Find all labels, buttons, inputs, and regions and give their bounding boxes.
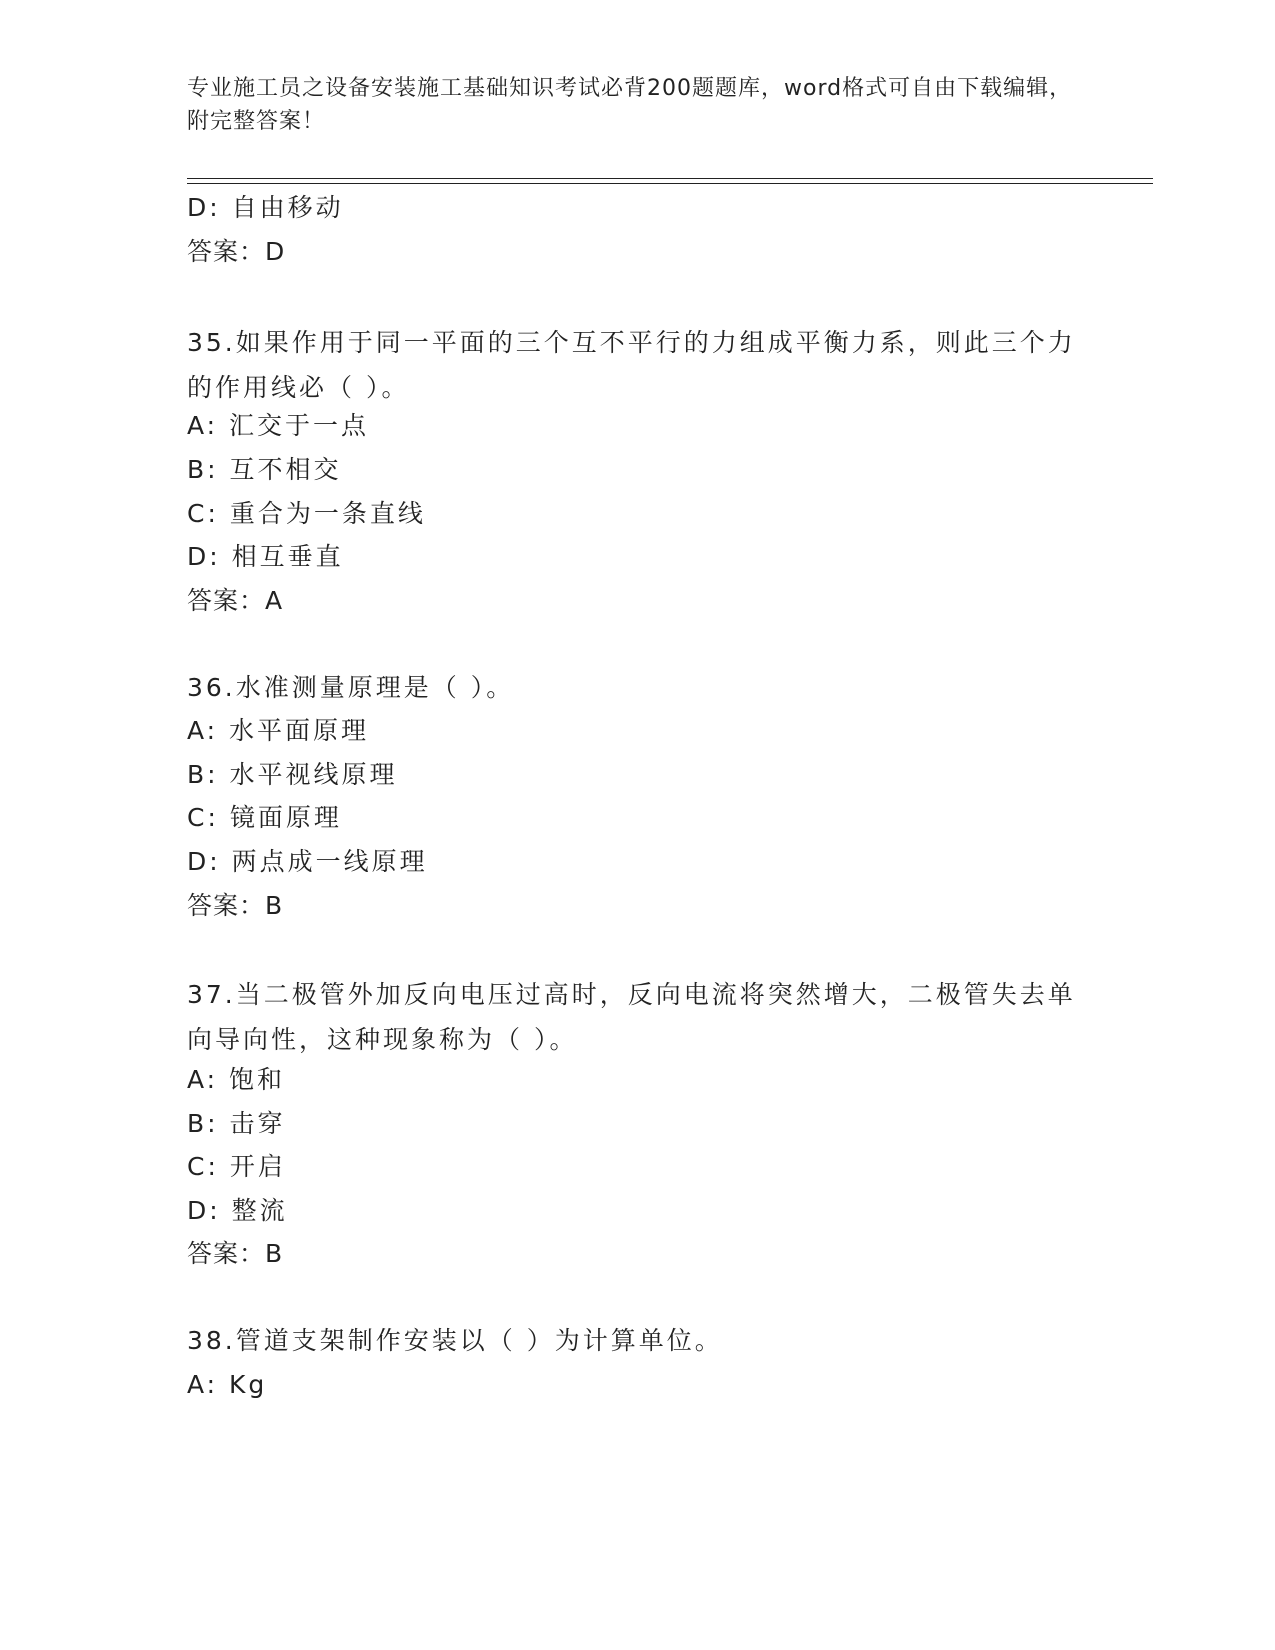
question-37-stem: 37.当二极管外加反向电压过高时，反向电流将突然增大，二极管失去单向导向性，这种现象称为（ ）。 (187, 980, 1076, 1054)
question-36-option-c: C: 镜面原理 (187, 803, 342, 832)
prev-answer: 答案：D (187, 237, 286, 266)
question-35-option-b: B: 互不相交 (187, 455, 342, 484)
question-37-option-a: A: 饱和 (187, 1065, 286, 1094)
question-36-option-b: B: 水平视线原理 (187, 760, 398, 789)
header-rule-top (187, 178, 1153, 179)
question-37-option-c: C: 开启 (187, 1152, 286, 1181)
header-rule-bottom (187, 183, 1153, 184)
question-37-answer: 答案：B (187, 1239, 284, 1268)
question-38-option-a: A: Kg (187, 1370, 268, 1399)
question-35-option-d: D: 相互垂直 (187, 542, 344, 571)
question-35-answer: 答案：A (187, 586, 284, 615)
question-35-option-c: C: 重合为一条直线 (187, 499, 426, 528)
question-35-stem: 35.如果作用于同一平面的三个互不平行的力组成平衡力系，则此三个力的作用线必（ ）。 (187, 328, 1076, 402)
question-36-option-d: D: 两点成一线原理 (187, 847, 428, 876)
question-37-option-b: B: 击穿 (187, 1109, 286, 1138)
question-36-option-a: A: 水平面原理 (187, 716, 370, 745)
question-35-option-a: A: 汇交于一点 (187, 411, 370, 440)
question-38-stem: 38.管道支架制作安装以（ ）为计算单位。 (187, 1326, 723, 1355)
prev-option-d: D: 自由移动 (187, 193, 344, 222)
question-36-stem: 36.水准测量原理是（ ）。 (187, 673, 515, 702)
question-37-option-d: D: 整流 (187, 1196, 288, 1225)
question-36-answer: 答案：B (187, 891, 284, 920)
document-header: 专业施工员之设备安装施工基础知识考试必背200题题库，word格式可自由下载编辑，附完整答案！ (187, 76, 1073, 134)
